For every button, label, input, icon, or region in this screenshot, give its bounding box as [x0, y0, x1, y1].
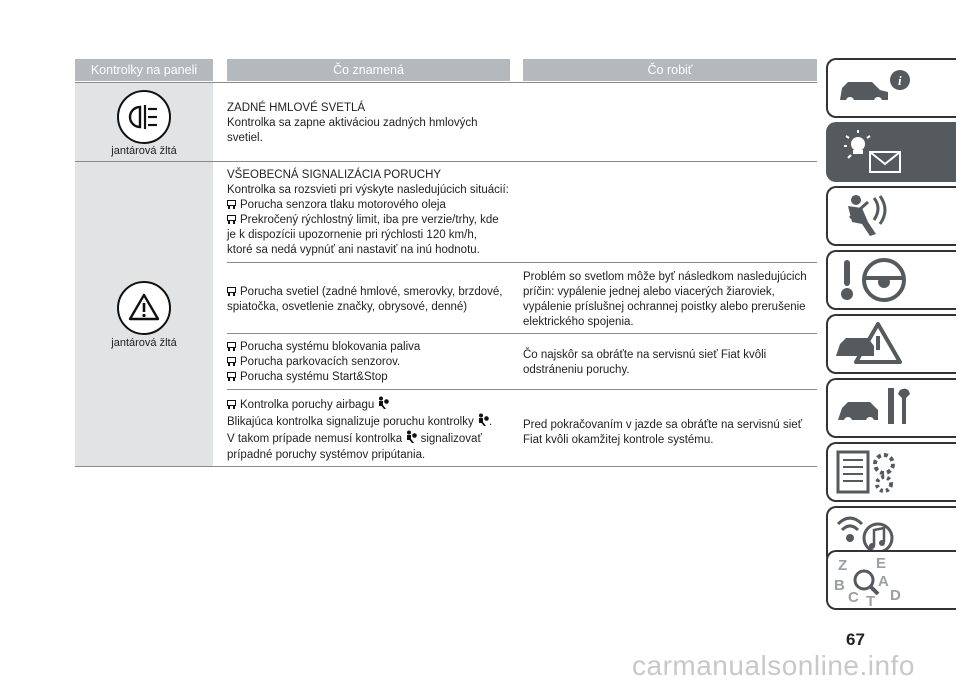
airbag-text: signalizovať [420, 433, 482, 445]
sub-row-divider [227, 262, 817, 263]
bullet-item [227, 198, 519, 213]
entry-text: je k dispozícii upozornenie pri rýchlosti 120 km/h, [227, 229, 477, 241]
safety-icon [828, 188, 956, 244]
bullet-text: Kontrolka poruchy airbagu [240, 399, 375, 411]
bullet-text: Porucha systému blokovania paliva [240, 341, 421, 353]
header-col-controls [75, 59, 213, 81]
table-bottom-rule [75, 466, 817, 467]
bullet-text: Porucha systému Start&Stop [240, 371, 388, 383]
tab-maintenance[interactable] [826, 378, 956, 438]
maintenance-icon [828, 380, 956, 436]
bullet-item [227, 370, 519, 385]
entry-text: Kontrolka sa zapne aktiváciou zadných hmlových [227, 117, 478, 129]
car-bullet-icon [227, 371, 236, 380]
action-text: Fiat kvôli okamžitej kontrole systému. [523, 434, 714, 446]
bullet-item [227, 340, 519, 355]
entry-title: VŠEOBECNÁ SIGNALIZÁCIA PORUCHY [227, 169, 442, 181]
bullet-item [227, 213, 519, 228]
watermark: carmanualsonline.info [632, 650, 915, 681]
airbag-icon [405, 430, 417, 444]
airbag-fault-description [227, 396, 519, 463]
bullet-text: Porucha svetiel (zadné hmlové, smerovky, brzdové, [240, 286, 503, 298]
entry-text: ktoré sa nedá vypnúť ani nastaviť na inú hodnotu. [227, 244, 480, 256]
header-col-meaning-label: Čo znamená [333, 63, 404, 77]
car-bullet-icon [227, 398, 236, 407]
index-letter: C [848, 589, 859, 606]
bullet-text: Porucha senzora tlaku motorového oleja [240, 199, 446, 211]
systems-fault-description [227, 340, 519, 385]
entry-text [227, 413, 519, 430]
action-text: elektrického spojenia. [523, 316, 634, 328]
car-info-icon [828, 60, 956, 116]
header-col-action-label: Čo robiť [647, 63, 693, 77]
entry-title: ZADNÉ HMLOVÉ SVETLÁ [227, 102, 366, 114]
header-col-controls-label: Kontrolky na paneli [90, 63, 198, 77]
car-bullet-icon [227, 214, 236, 223]
warning-lights-icon [828, 124, 956, 180]
bullet-item [227, 355, 519, 370]
technical-data-icon [828, 444, 956, 500]
fog-light-description [227, 101, 517, 146]
systems-fault-action [523, 348, 819, 378]
bullet-text: Porucha parkovacích senzorov. [240, 356, 401, 368]
car-bullet-icon [227, 341, 236, 350]
header-col-action [523, 59, 817, 81]
action-text: odstráneniu poruchy. [523, 364, 630, 376]
table-top-rule [75, 82, 817, 83]
entry-text: Kontrolka sa rozsvieti pri výskyte nasledujúcich situácií: [227, 184, 509, 196]
action-text: Pred pokračovaním v jazde sa obráťte na servisnú sieť [523, 419, 803, 431]
index-letter: A [878, 573, 889, 590]
airbag-fault-action [523, 418, 819, 448]
entry-text: spiatočka, osvetlenie značky, obrysové, denné) [227, 301, 468, 313]
index-letter: T [866, 593, 876, 608]
svg-text:i: i [898, 73, 902, 88]
airbag-text: V takom prípade nemusí kontrolka [227, 433, 403, 445]
index-letter: D [890, 587, 901, 604]
car-bullet-icon [227, 286, 236, 295]
tab-starting-driving[interactable] [826, 250, 956, 310]
lights-fault-action [523, 270, 819, 330]
color-label: jantárová žltá [111, 337, 177, 349]
tab-index[interactable] [826, 550, 956, 610]
header-col-meaning [227, 59, 510, 81]
row-divider [75, 161, 817, 162]
index-letter: Z [838, 557, 848, 574]
action-text: Problém so svetlom môže byť následkom nasledujúcich [523, 271, 807, 283]
emergency-icon [828, 316, 956, 372]
rear-fog-light-icon [117, 90, 171, 144]
sub-row-divider [227, 389, 817, 390]
action-text: vypálenie príslušnej ochrannej poistky alebo prerušenie [523, 301, 806, 313]
tab-warning-lights[interactable] [826, 122, 956, 182]
tab-car-info[interactable] [826, 58, 956, 118]
car-bullet-icon [227, 356, 236, 365]
sub-row-divider [227, 333, 817, 334]
steering-wheel-icon [828, 252, 956, 308]
action-text: Čo najskôr sa obráťte na servisnú sieť Fiat kvôli [523, 349, 767, 361]
index-icon [828, 552, 956, 608]
page-number: 67 [846, 630, 865, 649]
car-bullet-icon [227, 199, 236, 208]
bullet-text: Prekročený rýchlostný limit, iba pre verzie/trhy, kde [240, 214, 499, 226]
airbag-text: Blikajúca kontrolka signalizuje poruchu kontrolky [227, 416, 474, 428]
color-label: jantárová žltá [111, 145, 177, 157]
bullet-item [227, 285, 519, 300]
tab-emergency[interactable] [826, 314, 956, 374]
entry-text: svetiel. [227, 132, 263, 144]
bullet-item [227, 396, 519, 413]
general-fault-description [227, 168, 519, 258]
action-text: príčin: vypálenie jednej alebo viacerých žiaroviek, [523, 286, 775, 298]
tab-safety[interactable] [826, 186, 956, 246]
airbag-icon [377, 396, 389, 410]
entry-text [227, 430, 519, 447]
tab-technical-data[interactable] [826, 442, 956, 502]
index-letter: E [876, 555, 887, 572]
entry-text: prípadné poruchy systémov pripútania. [227, 449, 426, 461]
warning-triangle-icon [117, 281, 171, 335]
lights-fault-description [227, 285, 519, 315]
airbag-icon [477, 413, 489, 427]
airbag-text: . [488, 416, 493, 428]
index-letter: B [834, 577, 845, 594]
